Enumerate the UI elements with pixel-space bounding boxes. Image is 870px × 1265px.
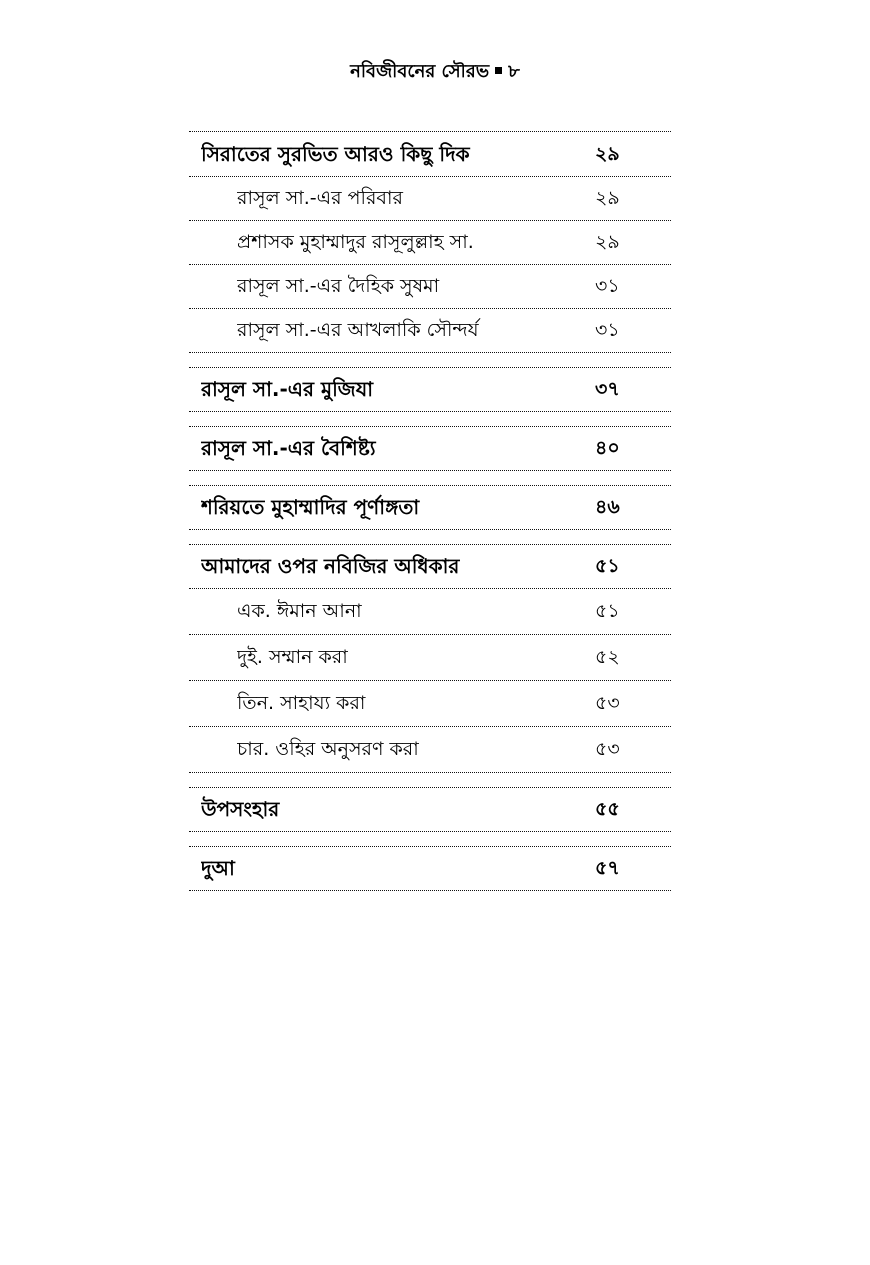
- toc-entry-page: ৫৩: [595, 692, 620, 714]
- toc-entry-title: রাসূল সা.-এর মুজিযা: [201, 377, 374, 401]
- toc-entry-page: ৫১: [595, 555, 620, 577]
- toc-section-gap: [189, 832, 671, 847]
- toc-entry-page: ৫২: [595, 646, 620, 668]
- toc-entry-page: ২৯: [595, 143, 620, 165]
- toc-entry-main[interactable]: [189, 486, 671, 530]
- toc-entry-sub[interactable]: [189, 265, 671, 309]
- toc-section-gap: [189, 530, 671, 545]
- toc-entry-page: ৪০: [595, 437, 620, 459]
- toc-entry-title: এক. ঈমান আনা: [237, 600, 362, 622]
- toc-entry-page: ৪৬: [595, 496, 620, 518]
- toc-entry-main[interactable]: [189, 368, 671, 412]
- toc-entry-sub[interactable]: [189, 635, 671, 681]
- toc-entry-page: ৫৫: [595, 798, 620, 820]
- toc-entry-page: ৩১: [595, 319, 620, 341]
- toc-entry-title: সিরাতের সুরভিত আরও কিছু দিক: [201, 142, 470, 166]
- toc-entry-page: ৩১: [595, 275, 620, 297]
- toc-entry-title: রাসূল সা.-এর আখলাকি সৌন্দর্য: [237, 319, 479, 341]
- toc-entry-sub[interactable]: [189, 589, 671, 635]
- running-header: [0, 58, 870, 86]
- toc-entry-sub[interactable]: [189, 727, 671, 773]
- book-title: নবিজীবনের সৌরভ: [350, 61, 490, 82]
- toc-entry-title: রাসূল সা.-এর বৈশিষ্ট্য: [201, 436, 376, 460]
- square-bullet-icon: [495, 67, 502, 74]
- toc-section-gap: [189, 412, 671, 427]
- toc-section-gap: [189, 471, 671, 486]
- toc-entry-title: রাসূল সা.-এর পরিবার: [237, 187, 403, 209]
- toc-entry-sub[interactable]: [189, 309, 671, 353]
- toc-entry-title: শরিয়তে মুহাম্মাদির পূর্ণাঙ্গতা: [201, 495, 420, 519]
- toc-entry-title: রাসূল সা.-এর দৈহিক সুষমা: [237, 275, 440, 297]
- toc-entry-title: দুই. সম্মান করা: [237, 646, 348, 668]
- toc-entry-title: চার. ওহির অনুসরণ করা: [237, 738, 419, 760]
- toc-entry-page: ৩৭: [595, 378, 620, 400]
- toc-entry-sub[interactable]: [189, 681, 671, 727]
- toc-section-gap: [189, 773, 671, 788]
- toc-entry-sub[interactable]: [189, 177, 671, 221]
- toc-entry-title: প্রশাসক মুহাম্মাদুর রাসূলুল্লাহ সা.: [237, 231, 474, 253]
- toc-entry-page: ৫৩: [595, 738, 620, 760]
- toc-entry-title: উপসংহার: [201, 797, 280, 821]
- toc-entry-title: আমাদের ওপর নবিজির অধিকার: [201, 554, 460, 578]
- toc-entry-main[interactable]: [189, 847, 671, 891]
- toc-entry-sub[interactable]: [189, 221, 671, 265]
- toc-entry-main[interactable]: [189, 545, 671, 589]
- toc-entry-page: ৫৭: [595, 857, 620, 879]
- toc-entry-page: ২৯: [595, 187, 620, 209]
- toc-entry-page: ২৯: [595, 231, 620, 253]
- table-of-contents: [189, 131, 671, 891]
- toc-entry-page: ৫১: [595, 600, 620, 622]
- toc-section-gap: [189, 353, 671, 368]
- toc-entry-title: দুআ: [201, 856, 235, 880]
- toc-entry-main[interactable]: [189, 788, 671, 832]
- toc-entry-title: তিন. সাহায্য করা: [237, 692, 366, 714]
- toc-entry-main[interactable]: [189, 427, 671, 471]
- toc-entry-main[interactable]: [189, 132, 671, 177]
- page-number: ৮: [508, 61, 520, 82]
